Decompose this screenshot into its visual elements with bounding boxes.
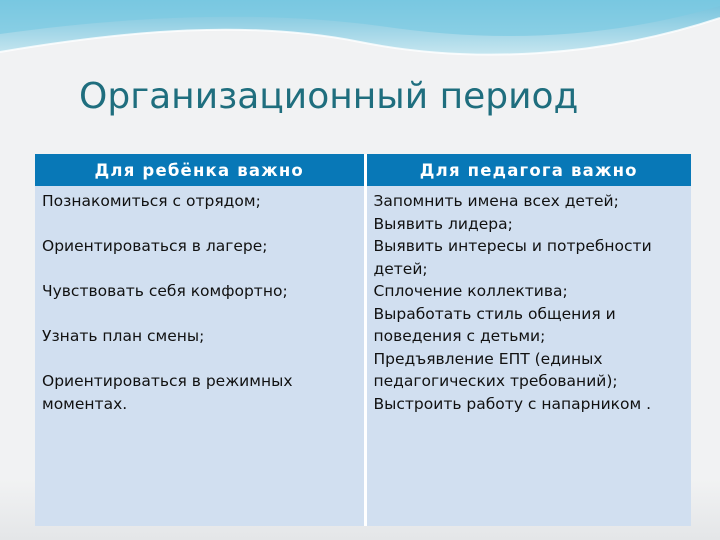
list-item: Познакомиться с отрядом; (42, 192, 261, 210)
child-items-cell (35, 186, 365, 526)
comparison-table (35, 154, 691, 526)
list-item: Ориентироваться в режимных моментах. (42, 372, 293, 413)
list-item: Чувствовать себя комфортно; (42, 282, 288, 300)
list-item: Выявить интересы и потребности детей; (373, 237, 652, 278)
decorative-wave-banner (0, 0, 720, 75)
list-item: Ориентироваться в лагере; (42, 237, 268, 255)
list-item: Узнать план смены; (42, 327, 205, 345)
header-teacher-important: Для педагога важно (365, 154, 691, 186)
list-item: Выработать стиль общения и поведения с детьми; (373, 304, 616, 345)
table-header-row (35, 154, 691, 186)
list-item: Сплочение коллектива; (373, 282, 568, 300)
list-item: Выстроить работу с напарником . (373, 394, 652, 413)
slide-title: Организационный период (79, 76, 579, 117)
list-item: Выявить лидера; (373, 214, 513, 233)
list-item: Предъявление ЕПТ (единых педагогических требований); (373, 349, 618, 390)
list-item: Запомнить имена всех детей; (373, 192, 619, 210)
table-row (35, 186, 691, 526)
header-child-important: Для ребёнка важно (35, 154, 365, 186)
teacher-items-cell (365, 186, 691, 526)
